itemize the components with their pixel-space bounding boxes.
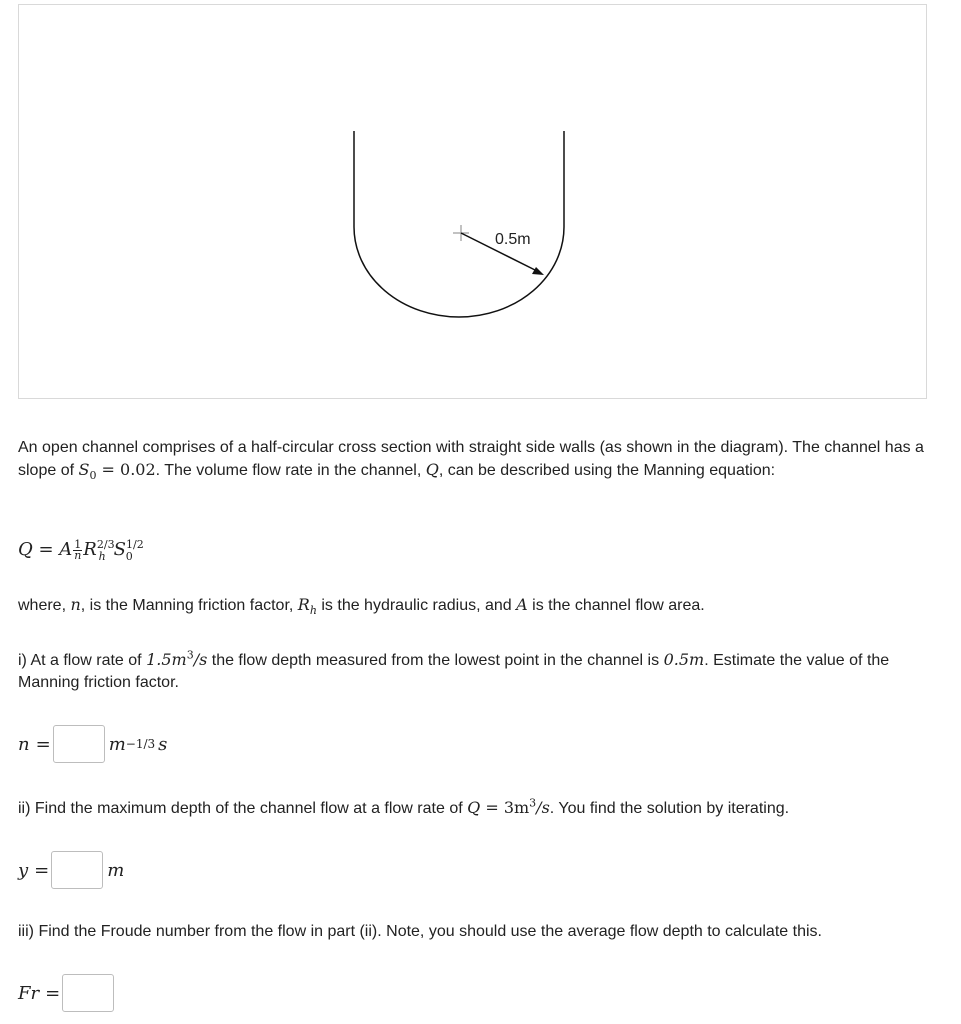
intro-paragraph: An open channel comprises of a half-circular cross section with straight side walls (as shown in the diagram). The channel has a slope of $S_0 = 0.02$. The volume flow rate in the channel, Q, can be described using the Manning equation: — [18, 439, 924, 483]
part1-answer-row: n = m −1/3 s — [18, 725, 167, 763]
froude-number-input[interactable] — [62, 974, 114, 1012]
part2-question: ii) Find the maximum depth of the channel flow at a flow rate of $Q = 3m^3/s$. You find the solution by iterating. — [18, 796, 790, 817]
radius-label: 0.5m — [495, 231, 531, 248]
channel-cross-section — [19, 5, 928, 400]
part1-question: i) At a flow rate of $1.5m^3/s$ the flow depth measured from the lowest point in the channel is 0.5m. Estimate the value of the Manning friction factor. — [18, 648, 890, 691]
equation-fraction: $\frac{1}{n}$ — [74, 537, 82, 562]
part2-answer-row: y = m — [18, 851, 124, 889]
channel-diagram — [18, 4, 927, 399]
channel-outline — [354, 131, 564, 317]
radius-arrowhead — [532, 267, 544, 275]
flow-depth-input[interactable] — [51, 851, 103, 889]
part3-question: iii) Find the Froude number from the flow in part (ii). Note, you should use the average flow depth to calculate this. — [18, 923, 822, 940]
manning-n-input[interactable] — [53, 725, 105, 763]
part3-answer-row: Fr = — [18, 974, 114, 1012]
definitions-line: where, n, is the Manning friction factor, $R_h$ is the hydraulic radius, and A is the channel flow area. — [18, 595, 705, 618]
manning-equation: Q = A $\frac{1}{n}$ $R^{2/3}_h$ $S^{1/2}_0$ — [18, 537, 144, 563]
